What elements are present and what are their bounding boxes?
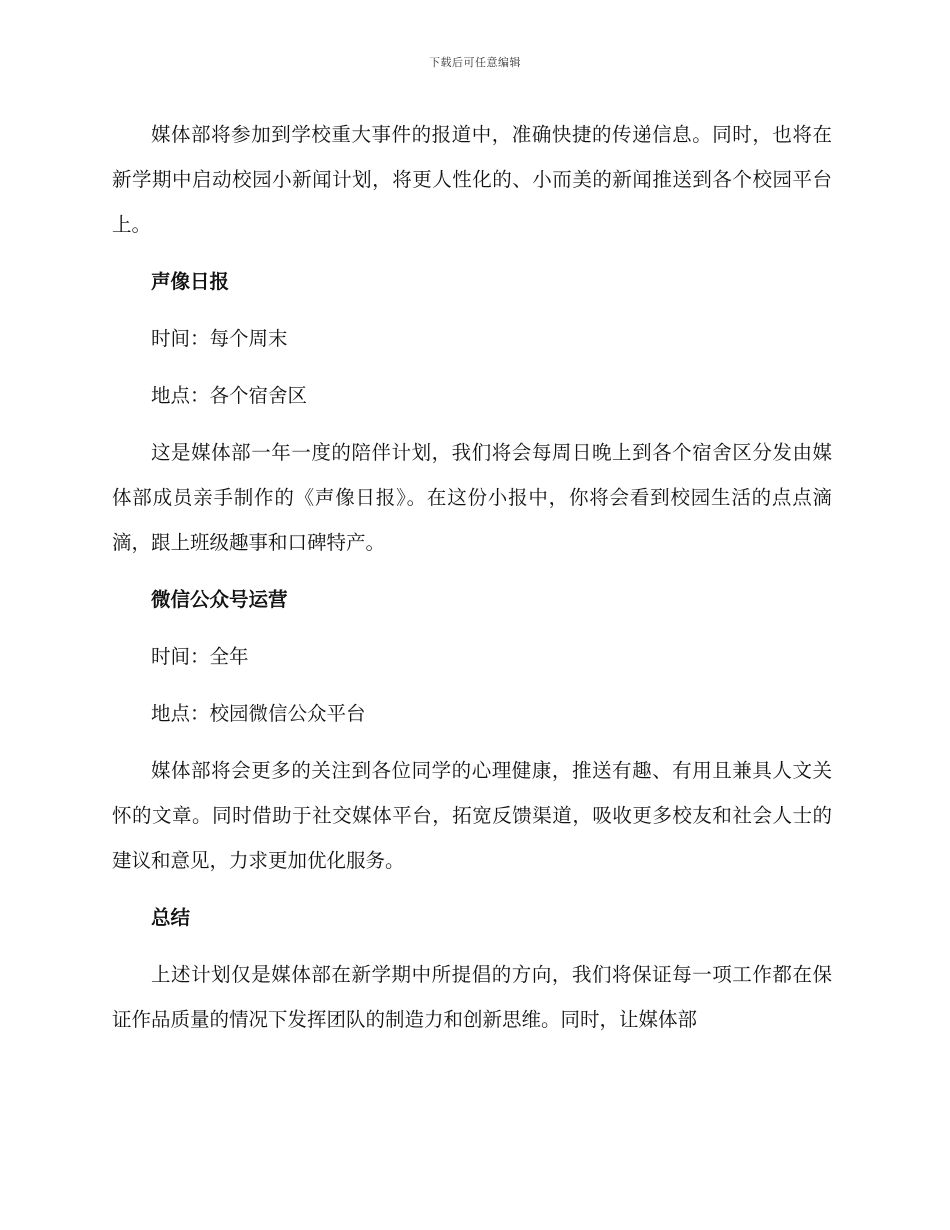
section-2-time: 时间：全年: [151, 645, 249, 668]
section-heading-audio-video-daily: 声像日报: [151, 270, 230, 293]
section-heading-summary: 总结: [151, 906, 191, 929]
download-editable-note: 下载后可任意编辑: [429, 56, 521, 69]
section-1-paragraph: 这是媒体部一年一度的陪伴计划，我们将会每周日晚上到各个宿舍区分发由媒体部成员亲手制作的《声像日报》。在这份小报中，你将会看到校园生活的点点滴滴，跟上班级趣事和口碑特产。: [112, 441, 832, 554]
section-2-paragraph: 媒体部将会更多的关注到各位同学的心理健康，推送有趣、有用且兼具人文关怀的文章。同时借助于社交媒体平台，拓宽反馈渠道，吸收更多校友和社会人士的建议和意见，力求更加优化服务。: [112, 759, 832, 872]
section-heading-wechat-operation: 微信公众号运营: [151, 588, 288, 611]
section-1-time: 时间：每个周末: [151, 327, 288, 350]
intro-paragraph: 媒体部将参加到学校重大事件的报道中，准确快捷的传递信息。同时，也将在新学期中启动校园小新闻计划，将更人性化的、小而美的新闻推送到各个校园平台上。: [112, 123, 832, 236]
summary-paragraph: 上述计划仅是媒体部在新学期中所提倡的方向，我们将保证每一项工作都在保证作品质量的情况下发挥团队的制造力和创新思维。同时，让媒体部: [112, 963, 832, 1031]
document-body: [112, 112, 832, 1054]
section-1-place: 地点：各个宿舍区: [151, 384, 308, 407]
section-2-place: 地点：校园微信公众平台: [151, 702, 366, 725]
